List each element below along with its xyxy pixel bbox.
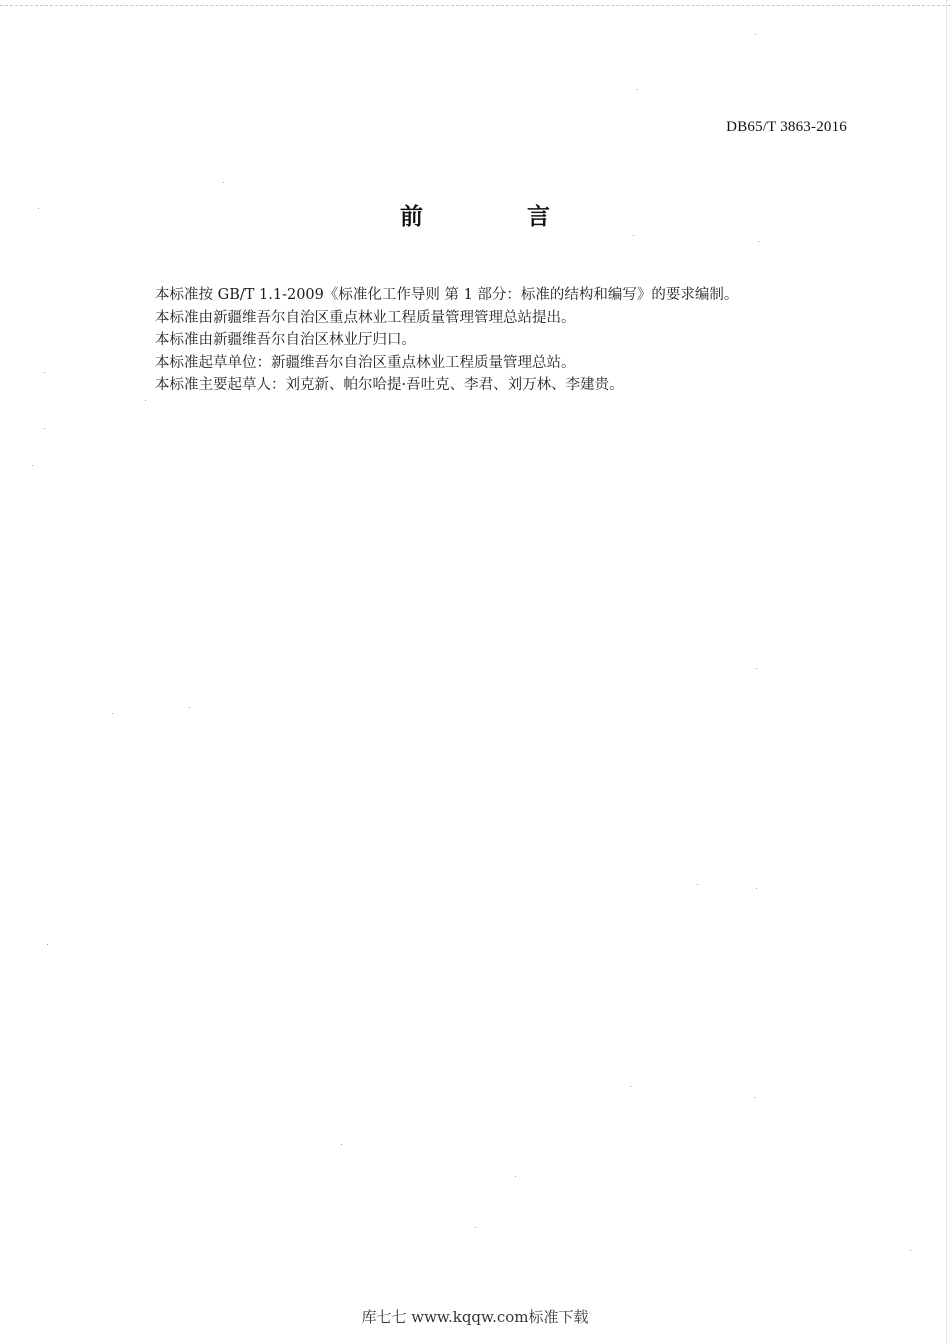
scan-speck bbox=[341, 1144, 342, 1145]
footer-watermark: 库七七 www.kqqw.com标准下载 bbox=[361, 1308, 589, 1326]
scan-speck bbox=[145, 400, 146, 401]
scan-speck bbox=[910, 1250, 911, 1251]
scan-top-edge bbox=[0, 0, 950, 6]
scan-speck bbox=[223, 182, 224, 183]
standard-code: DB65/T 3863-2016 bbox=[726, 119, 847, 135]
scan-speck bbox=[32, 465, 33, 466]
foreword-paragraph: 本标准起草单位：新疆维吾尔自治区重点林业工程质量管理总站。 bbox=[155, 354, 576, 371]
scan-speck bbox=[758, 241, 759, 242]
scan-speck bbox=[112, 713, 113, 714]
scan-speck bbox=[630, 1086, 631, 1087]
scan-speck bbox=[38, 208, 39, 209]
foreword-paragraph: 本标准主要起草人：刘克新、帕尔哈提·吾吐克、李君、刘万林、李建贵。 bbox=[155, 377, 624, 393]
scan-speck bbox=[189, 707, 190, 708]
foreword-paragraph: 本标准由新疆维吾尔自治区林业厅归口。 bbox=[155, 332, 416, 348]
foreword-paragraph: 本标准由新疆维吾尔自治区重点林业工程质量管理管理总站提出。 bbox=[155, 309, 576, 326]
scan-speck bbox=[44, 372, 45, 373]
scan-speck bbox=[754, 1097, 755, 1098]
scan-speck bbox=[515, 1176, 516, 1177]
scan-speck bbox=[475, 1227, 476, 1228]
page-title: 前 言 bbox=[399, 204, 598, 230]
foreword-body bbox=[155, 284, 855, 397]
scan-speck bbox=[637, 89, 638, 90]
scan-speck bbox=[755, 34, 756, 35]
scan-speck bbox=[47, 944, 48, 945]
scan-speck bbox=[44, 428, 45, 429]
scan-speck bbox=[756, 888, 757, 889]
foreword-paragraph: 本标准按 GB/T 1.1-2009《标准化工作导则 第 1 部分：标准的结构和编写》的要求编制。 bbox=[155, 287, 739, 303]
scan-speck bbox=[633, 235, 634, 236]
scan-speck bbox=[756, 668, 757, 669]
scan-speck bbox=[697, 884, 698, 885]
